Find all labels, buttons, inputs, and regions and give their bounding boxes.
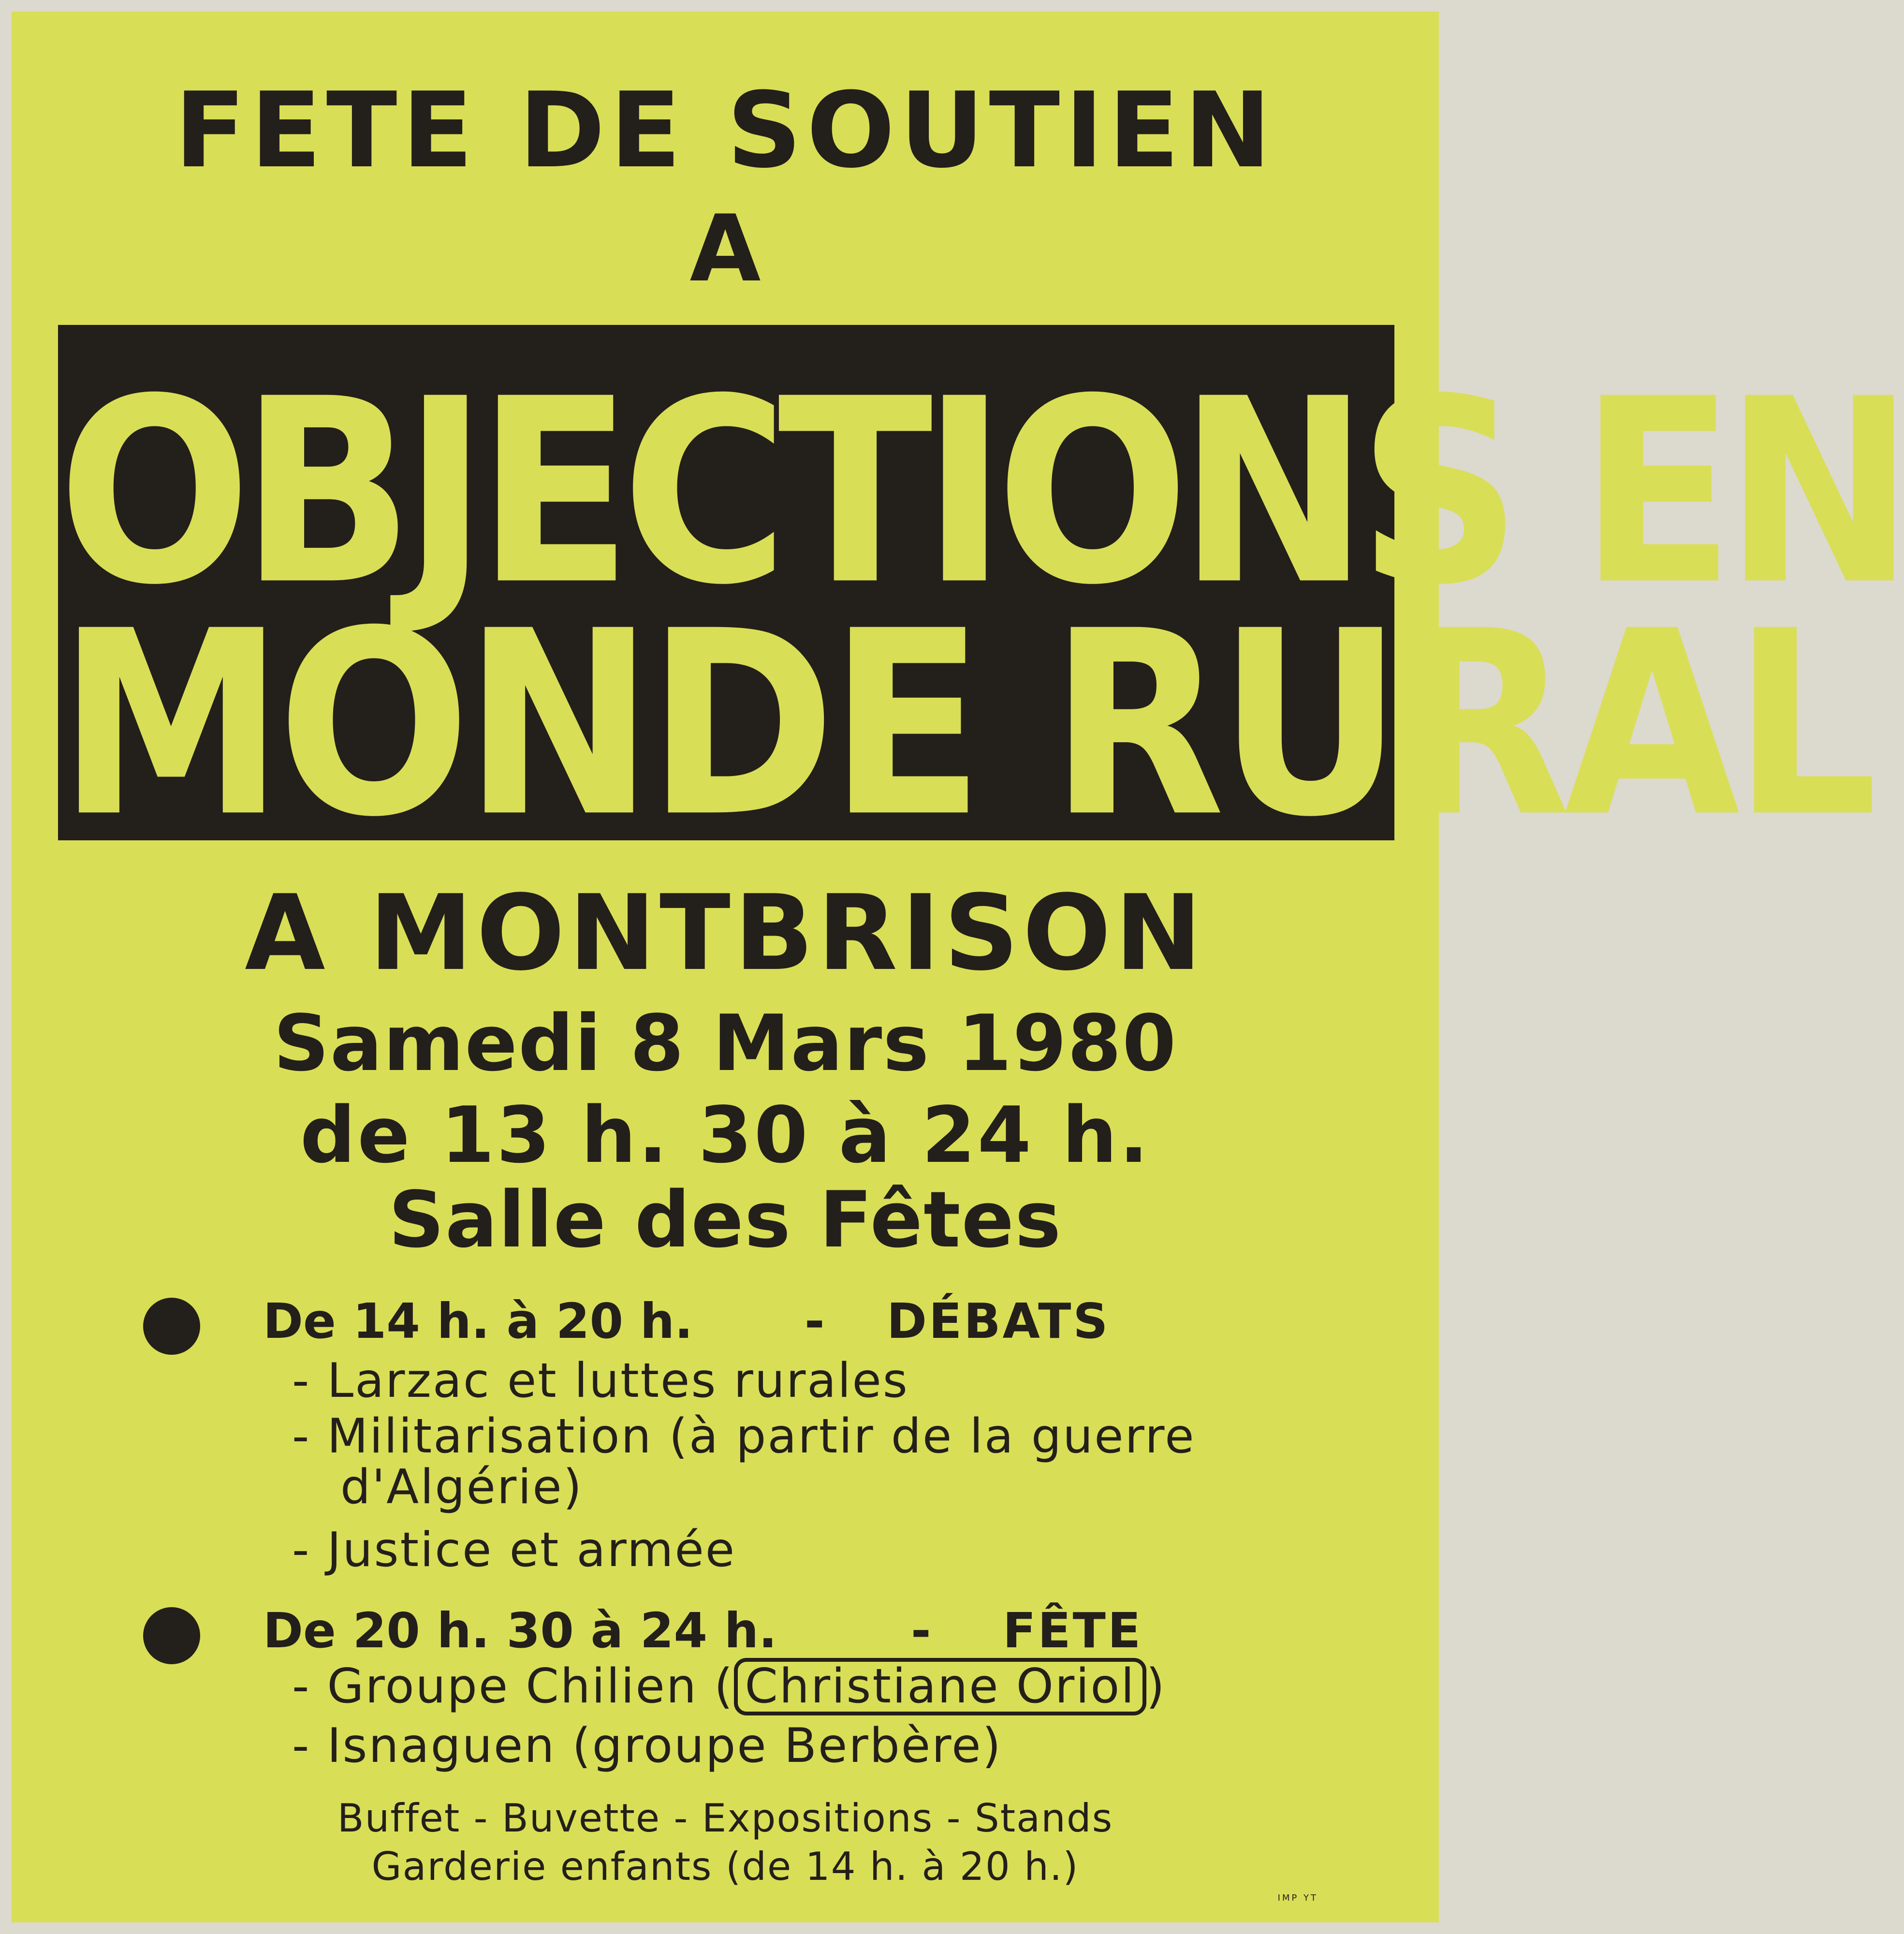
list-item: d'Algérie): [340, 1460, 583, 1515]
list-item: [292, 1658, 1166, 1715]
section-title: DÉBATS: [887, 1293, 1110, 1349]
event-city: A MONTBRISON: [245, 872, 1206, 994]
section-time: De 20 h. 30 à 24 h.: [263, 1602, 777, 1659]
event-hours: de 13 h. 30 à 24 h.: [300, 1090, 1151, 1180]
section-dash: -: [911, 1602, 931, 1659]
list-item-text: - Groupe Chilien (: [292, 1659, 734, 1714]
section-title: FÊTE: [1003, 1602, 1143, 1659]
printer-mark: IMP YT: [1277, 1893, 1318, 1903]
poster: [12, 12, 1904, 1922]
headline-line-1: OBJECTIONS EN: [58, 344, 1904, 641]
section-time: De 14 h. à 20 h.: [263, 1293, 693, 1349]
list-item: - Militarisation (à partir de la guerre: [292, 1409, 1196, 1464]
section-dash: -: [805, 1293, 825, 1349]
event-title-a: A: [689, 195, 761, 302]
headline-line-2: MONDE RURAL: [58, 576, 1872, 873]
event-title: FETE DE SOUTIEN: [175, 70, 1276, 191]
circled-name: Christiane Oriol: [734, 1658, 1146, 1715]
list-item-text: ): [1146, 1659, 1166, 1714]
event-venue: Salle des Fêtes: [388, 1174, 1062, 1265]
bullet-icon: [143, 1298, 200, 1355]
list-item: - Larzac et luttes rurales: [292, 1353, 909, 1408]
bullet-icon: [143, 1607, 200, 1664]
list-item: - Justice et armée: [292, 1523, 736, 1578]
footer-line-2: Garderie enfants (de 14 h. à 20 h.): [371, 1844, 1079, 1889]
footer-line-1: Buffet - Buvette - Expositions - Stands: [337, 1796, 1113, 1841]
headline-banner: [58, 325, 1904, 873]
event-date: Samedi 8 Mars 1980: [273, 998, 1177, 1088]
list-item: - Isnaguen (groupe Berbère): [292, 1718, 1002, 1773]
